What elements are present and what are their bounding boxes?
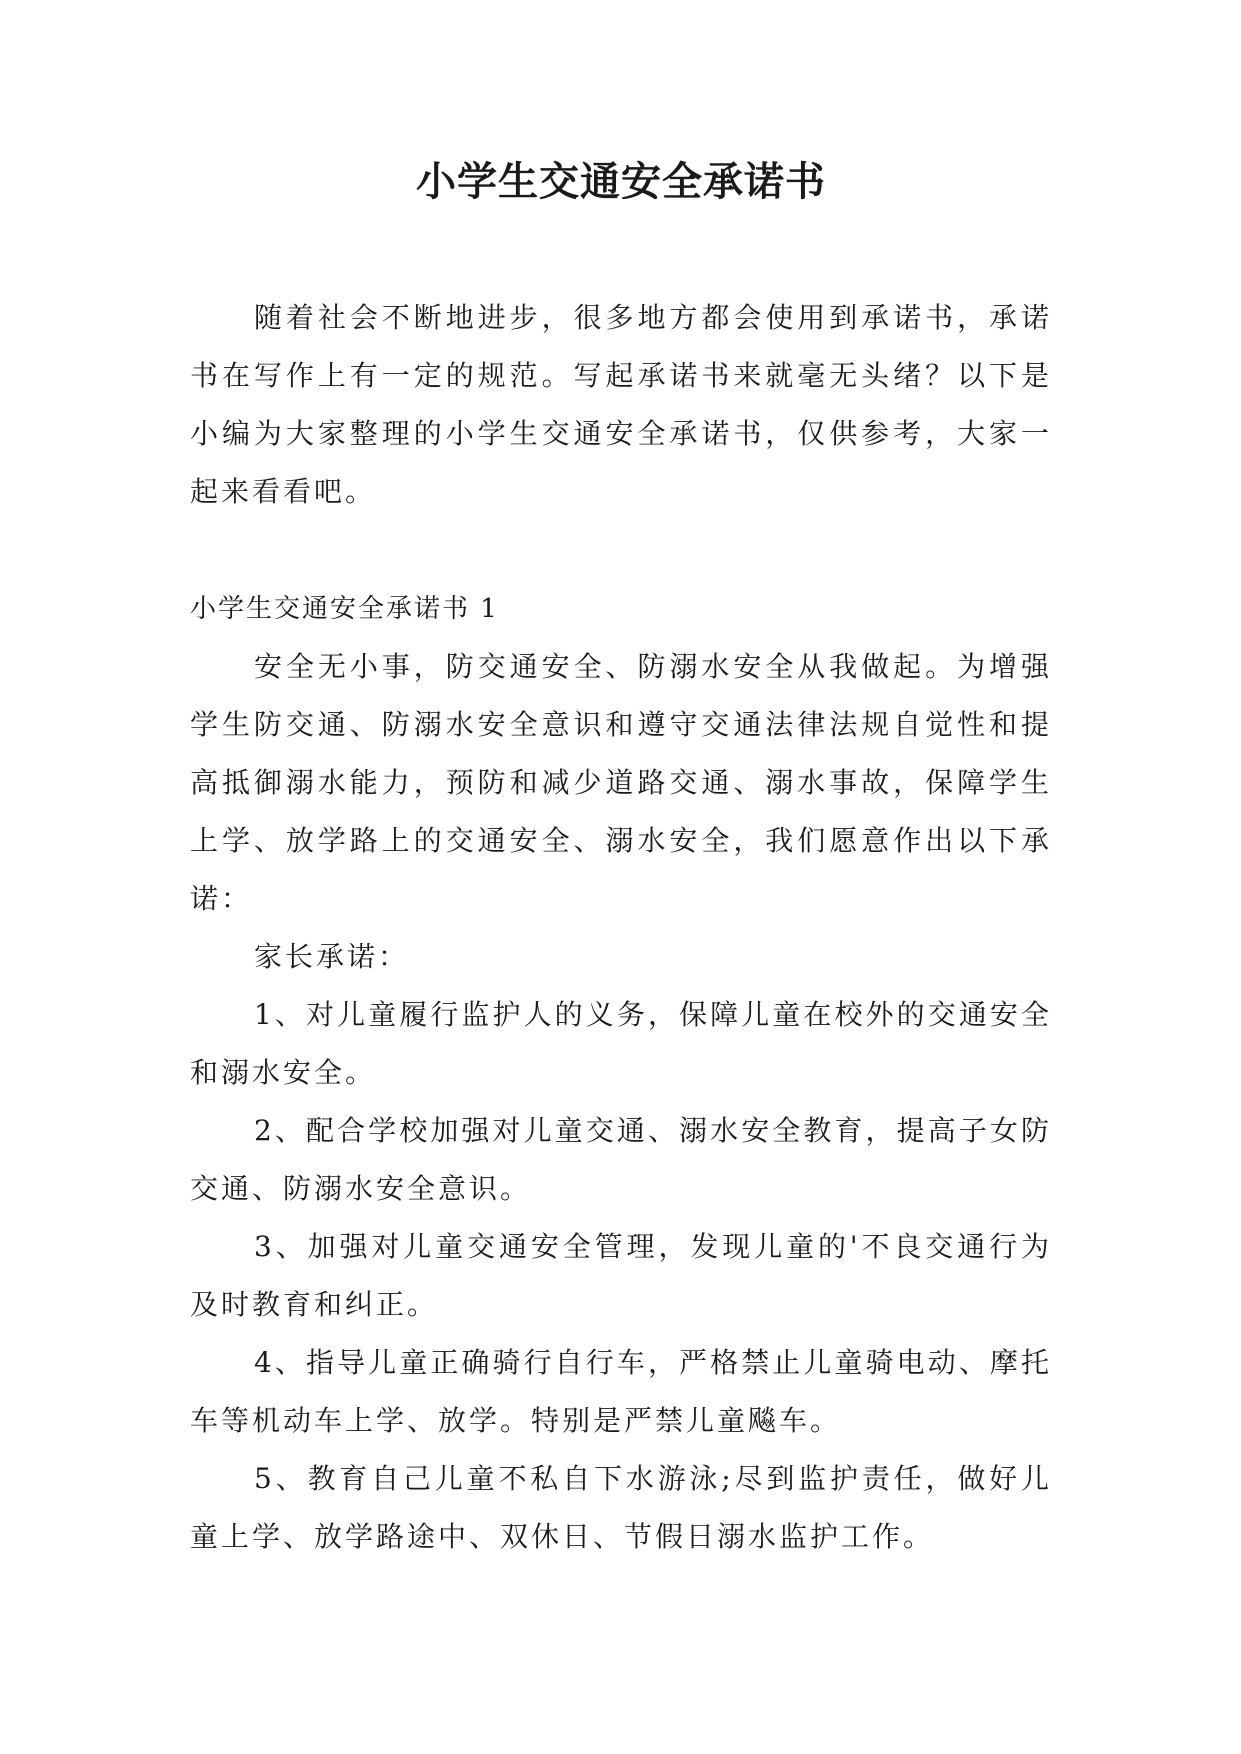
commitment-item-5: 5、教育自己儿童不私自下水游泳;尽到监护责任，做好儿童上学、放学路途中、双休日、节假日溺水监护工作。 [190, 1462, 1052, 1553]
intro-paragraph: 随着社会不断地进步，很多地方都会使用到承诺书，承诺书在写作上有一定的规范。写起承诺书来就毫无头绪？以下是小编为大家整理的小学生交通安全承诺书，仅供参考，大家一起来看看吧。 [190, 301, 1052, 508]
commitment-item-4: 4、指导儿童正确骑行自行车，严格禁止儿童骑电动、摩托车等机动车上学、放学。特别是严禁儿童飚车。 [190, 1346, 1052, 1437]
parent-commitment-heading: 家长承诺： [254, 940, 410, 973]
section-intro-paragraph: 安全无小事，防交通安全、防溺水安全从我做起。为增强学生防交通、防溺水安全意识和遵守交通法律法规自觉性和提高抵御溺水能力，预防和减少道路交通、溺水事故，保障学生上学、放学路上的交通安全、溺水安全，我们愿意作出以下承诺： [190, 650, 1052, 915]
commitment-item-1: 1、对儿童履行监护人的义务，保障儿童在校外的交通安全和溺水安全。 [190, 998, 1052, 1089]
intro-section [190, 289, 1052, 521]
commitment-item-3: 3、加强对儿童交通安全管理，发现儿童的'不良交通行为及时教育和纠正。 [190, 1230, 1052, 1321]
commitment-item-2: 2、配合学校加强对儿童交通、溺水安全教育，提高子女防交通、防溺水安全意识。 [190, 1114, 1052, 1205]
commitment-section [190, 580, 1052, 1566]
section-title: 小学生交通安全承诺书 1 [190, 594, 499, 624]
document-title: 小学生交通安全承诺书 [416, 158, 826, 205]
